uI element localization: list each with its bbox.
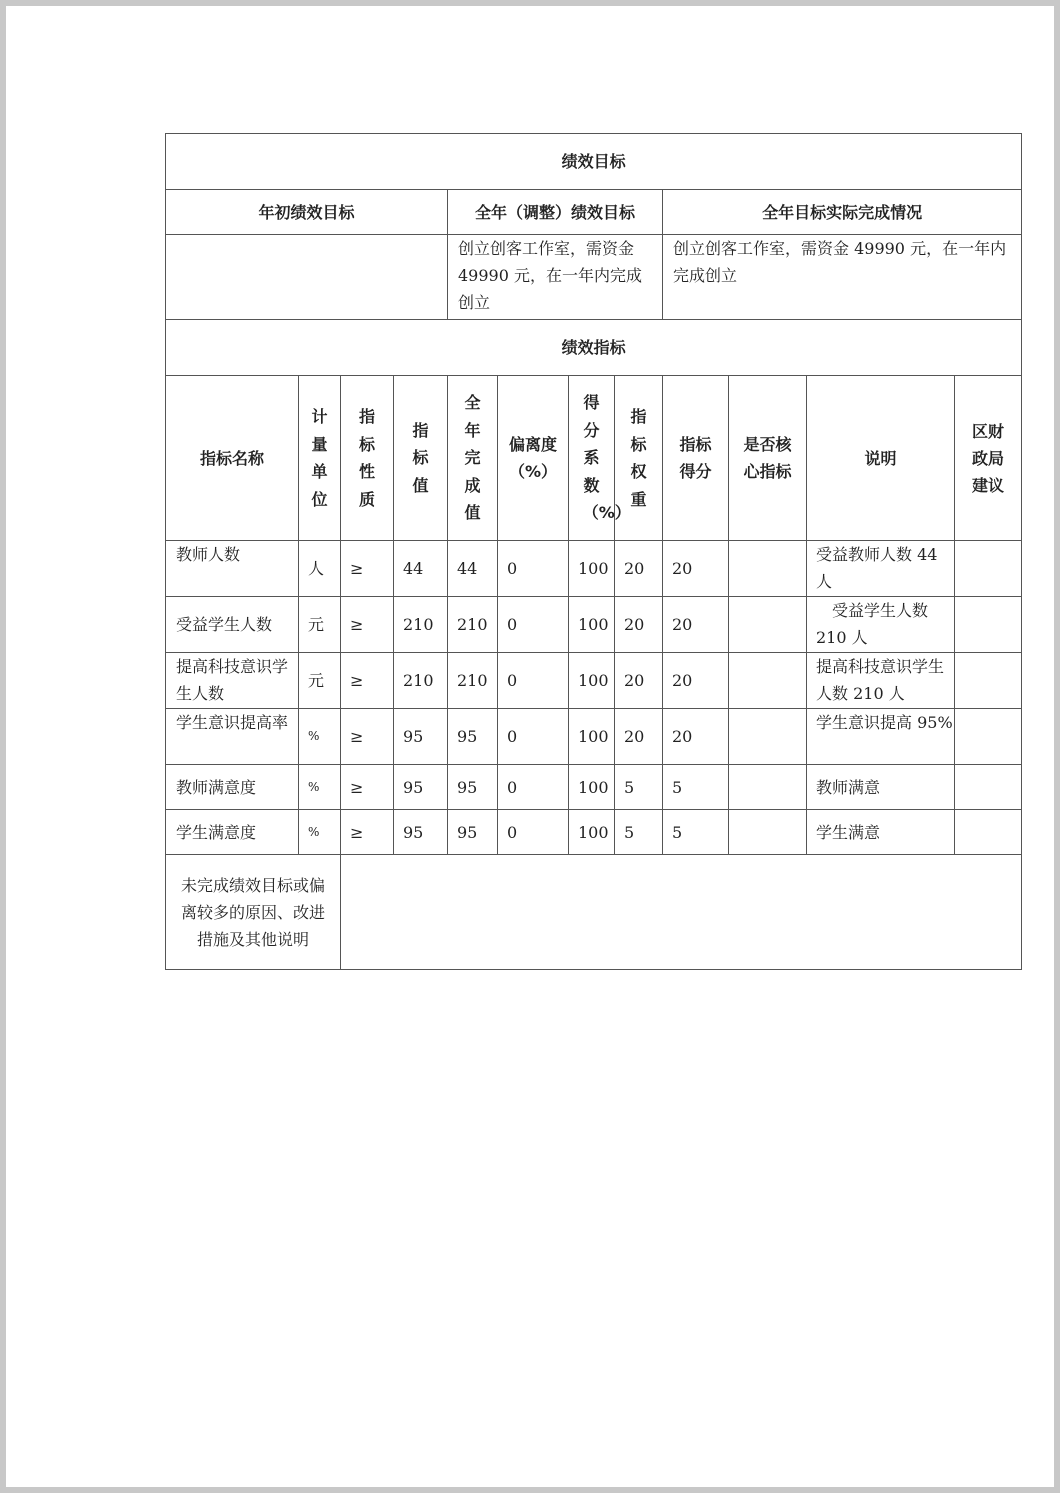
indicator-target: 95	[394, 709, 448, 765]
actual-completion-text: 创立创客工作室，需资金 49990 元，在一年内完成创立	[663, 235, 1022, 320]
indicator-nature: ≥	[341, 765, 394, 810]
indicator-unit: %	[299, 709, 341, 765]
col-header-target: 指标值	[394, 376, 448, 541]
col-header-completed: 全年完成值	[448, 376, 498, 541]
indicator-coef: 100	[569, 765, 615, 810]
indicator-completed: 95	[448, 765, 498, 810]
indicator-advice	[955, 810, 1022, 855]
indicator-desc: 提高科技意识学生人数 210 人	[807, 653, 955, 709]
indicator-nature: ≥	[341, 653, 394, 709]
indicator-advice	[955, 653, 1022, 709]
indicator-weight: 20	[615, 653, 663, 709]
initial-goal-text	[166, 235, 448, 320]
indicator-name: 受益学生人数	[166, 597, 299, 653]
indicator-completed: 210	[448, 653, 498, 709]
indicator-unit: 元	[299, 597, 341, 653]
indicator-deviation: 0	[498, 541, 569, 597]
indicator-unit: 人	[299, 541, 341, 597]
indicator-weight: 20	[615, 597, 663, 653]
indicator-advice	[955, 597, 1022, 653]
indicator-coef: 100	[569, 597, 615, 653]
indicator-row	[166, 810, 1022, 855]
notes-value	[341, 855, 1022, 970]
indicator-nature: ≥	[341, 709, 394, 765]
indicator-nature: ≥	[341, 597, 394, 653]
indicator-name: 提高科技意识学生人数	[166, 653, 299, 709]
col-header-score: 指标得分	[663, 376, 729, 541]
indicator-desc: 受益学生人数 210 人	[807, 597, 955, 653]
indicator-nature: ≥	[341, 541, 394, 597]
indicator-row	[166, 597, 1022, 653]
goals-section-title: 绩效目标	[166, 134, 1022, 190]
col-header-desc: 说明	[807, 376, 955, 541]
notes-label: 未完成绩效目标或偏离较多的原因、改进措施及其他说明	[166, 855, 341, 970]
col-header-advice: 区财政局建议	[955, 376, 1022, 541]
col-header-core: 是否核心指标	[729, 376, 807, 541]
indicator-coef: 100	[569, 709, 615, 765]
adjusted-goal-header: 全年（调整）绩效目标	[448, 190, 663, 235]
indicators-section-title: 绩效指标	[166, 320, 1022, 376]
indicator-score: 5	[663, 765, 729, 810]
indicator-target: 210	[394, 653, 448, 709]
indicator-advice	[955, 709, 1022, 765]
indicator-deviation: 0	[498, 597, 569, 653]
indicator-advice	[955, 541, 1022, 597]
indicator-core	[729, 810, 807, 855]
indicator-desc: 学生意识提高 95%	[807, 709, 955, 765]
indicator-row	[166, 653, 1022, 709]
indicator-nature: ≥	[341, 810, 394, 855]
indicator-deviation: 0	[498, 810, 569, 855]
document-page	[6, 6, 1054, 1487]
indicator-core	[729, 765, 807, 810]
indicator-weight: 20	[615, 541, 663, 597]
indicator-unit: %	[299, 810, 341, 855]
indicator-score: 20	[663, 541, 729, 597]
indicator-weight: 5	[615, 765, 663, 810]
performance-table	[165, 133, 1022, 970]
indicator-desc: 受益教师人数 44 人	[807, 541, 955, 597]
indicator-desc: 教师满意	[807, 765, 955, 810]
indicator-core	[729, 709, 807, 765]
indicator-coef: 100	[569, 541, 615, 597]
initial-goal-header: 年初绩效目标	[166, 190, 448, 235]
indicator-target: 95	[394, 810, 448, 855]
indicator-weight: 20	[615, 709, 663, 765]
indicator-advice	[955, 765, 1022, 810]
indicator-completed: 210	[448, 597, 498, 653]
indicator-completed: 44	[448, 541, 498, 597]
col-header-weight: 指标权重	[615, 376, 663, 541]
indicator-coef: 100	[569, 653, 615, 709]
adjusted-goal-text: 创立创客工作室，需资金 49990 元，在一年内完成创立	[448, 235, 663, 320]
indicator-score: 20	[663, 709, 729, 765]
indicator-target: 95	[394, 765, 448, 810]
col-header-unit: 计量单位	[299, 376, 341, 541]
indicator-completed: 95	[448, 709, 498, 765]
indicator-name: 教师满意度	[166, 765, 299, 810]
indicator-deviation: 0	[498, 765, 569, 810]
indicator-row	[166, 541, 1022, 597]
col-header-nature: 指标性质	[341, 376, 394, 541]
indicator-unit: 元	[299, 653, 341, 709]
indicator-core	[729, 597, 807, 653]
indicator-score: 5	[663, 810, 729, 855]
indicator-weight: 5	[615, 810, 663, 855]
indicator-core	[729, 653, 807, 709]
col-header-deviation: 偏离度（%）	[498, 376, 569, 541]
actual-completion-header: 全年目标实际完成情况	[663, 190, 1022, 235]
indicator-row	[166, 709, 1022, 765]
indicator-unit: %	[299, 765, 341, 810]
col-header-coef: 得分系数（%）	[569, 376, 615, 541]
indicator-score: 20	[663, 653, 729, 709]
indicator-coef: 100	[569, 810, 615, 855]
indicator-deviation: 0	[498, 653, 569, 709]
indicator-name: 学生意识提高率	[166, 709, 299, 765]
indicator-row	[166, 765, 1022, 810]
indicator-name: 学生满意度	[166, 810, 299, 855]
indicator-target: 210	[394, 597, 448, 653]
indicator-completed: 95	[448, 810, 498, 855]
col-header-name: 指标名称	[166, 376, 299, 541]
indicator-name: 教师人数	[166, 541, 299, 597]
indicator-core	[729, 541, 807, 597]
indicator-desc: 学生满意	[807, 810, 955, 855]
indicator-score: 20	[663, 597, 729, 653]
indicator-target: 44	[394, 541, 448, 597]
indicator-deviation: 0	[498, 709, 569, 765]
